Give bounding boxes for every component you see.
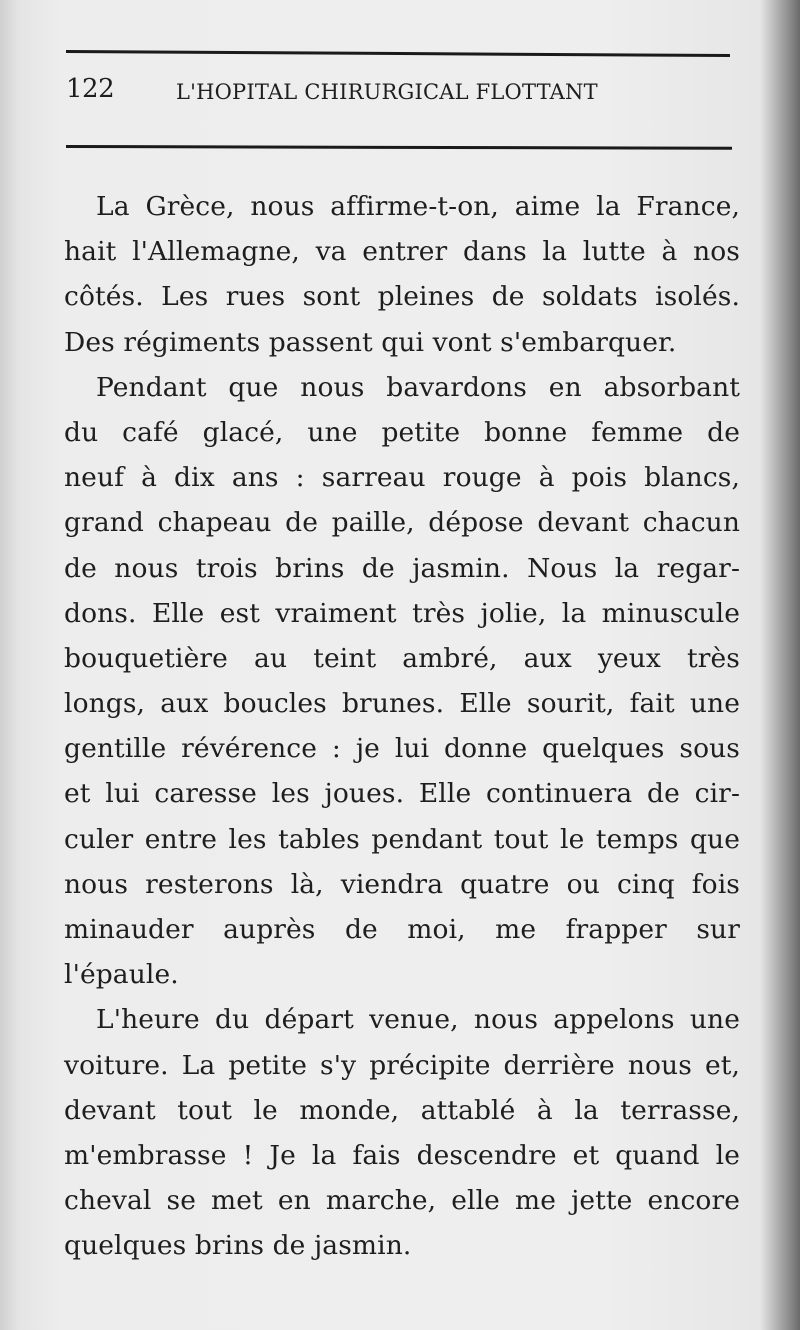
text-line: culer entre les tables pendant tout le temps que bbox=[64, 823, 740, 855]
text-line: La Grèce, nous affirme-t-on, aime la France, bbox=[96, 191, 740, 222]
text-line: m'embrasse ! Je la fais descendre et quand le bbox=[64, 1139, 740, 1171]
header-top-rule bbox=[66, 50, 730, 57]
page-number: 122 bbox=[66, 74, 115, 104]
text-line: et lui caresse les joues. Elle continuera de cir- bbox=[64, 778, 740, 810]
text-line: neuf à dix ans : sarreau rouge à pois blancs, bbox=[64, 462, 740, 494]
text-line: nous resterons là, viendra quatre ou cinq fois bbox=[64, 868, 740, 900]
text-line: Des régiments passent qui vont s'embarquer. bbox=[64, 326, 677, 358]
body-text bbox=[64, 184, 740, 1269]
page-header bbox=[66, 74, 736, 114]
paragraph-1 bbox=[64, 184, 740, 365]
text-line: Pendant que nous bavardons en absorbant bbox=[96, 371, 740, 403]
text-line: grand chapeau de paille, dépose devant chacun bbox=[64, 507, 740, 539]
text-line: quelques brins de jasmin. bbox=[64, 1230, 412, 1262]
text-line: longs, aux boucles brunes. Elle sourit, fait une bbox=[64, 688, 740, 720]
text-line: voiture. La petite s'y précipite derrière nous et, bbox=[64, 1049, 740, 1081]
paragraph-2 bbox=[64, 365, 740, 998]
text-line: bouquetière au teint ambré, aux yeux très bbox=[64, 642, 740, 674]
text-line: dons. Elle est vraiment très jolie, la minuscule bbox=[64, 597, 740, 629]
text-line: L'heure du départ venue, nous appelons une bbox=[96, 1004, 740, 1036]
text-line: côtés. Les rues sont pleines de soldats isolés. bbox=[64, 281, 740, 313]
text-line: l'épaule. bbox=[64, 959, 179, 991]
text-line: du café glacé, une petite bonne femme de bbox=[64, 416, 740, 448]
text-line: cheval se met en marche, elle me jette encore bbox=[64, 1185, 740, 1217]
running-title: L'HOPITAL CHIRURGICAL FLOTTANT bbox=[176, 80, 598, 104]
paragraph-3 bbox=[64, 997, 740, 1268]
text-line: minauder auprès de moi, me frapper sur bbox=[64, 914, 740, 945]
header-bottom-rule bbox=[66, 145, 732, 150]
text-line: hait l'Allemagne, va entrer dans la lutte à nos bbox=[64, 236, 740, 268]
text-line: gentille révérence : je lui donne quelques sous bbox=[64, 733, 740, 765]
text-line: devant tout le monde, attablé à la terrasse, bbox=[64, 1094, 740, 1126]
text-line: de nous trois brins de jasmin. Nous la regar- bbox=[64, 552, 740, 584]
